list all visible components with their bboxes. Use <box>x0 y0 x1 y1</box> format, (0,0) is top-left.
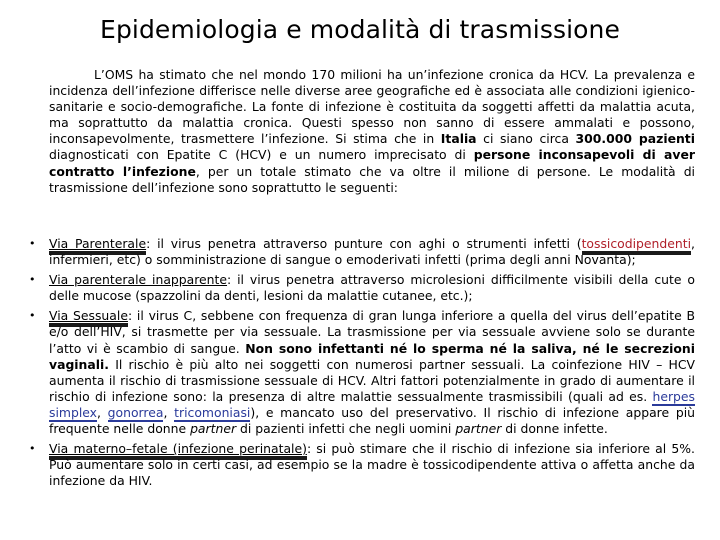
text-sep-1: , <box>97 404 108 420</box>
text-sessuale-bold: Non sono infettanti né lo sperma né la saliva, né le secrezioni vaginali. <box>49 340 695 372</box>
intro-italia: Italia <box>440 131 477 147</box>
text-partner-1: partner <box>190 421 237 437</box>
text-herpes: herpes simplex <box>49 388 695 420</box>
text-sessuale-1: : il virus C, sebbene con frequenza di gran lunga inferiore a quella del virus dell’epatite B e/o dell’HIV, si trasmette per via sessuale. La trasmissione per via sessuale avviene solo se durante l’atto vi è scambio di sangue. <box>49 308 695 356</box>
slide-title: Epidemiologia e modalità di trasmissione <box>100 15 620 44</box>
label-via-inapparente: Via parenterale inapparente <box>49 272 228 288</box>
text-sessuale-2: Il rischio è più alto nei soggetti con numerosi partner sessuali. La coinfezione HIV – HCV aumenta il rischio di trasmissione sessuale di HCV. Altri fattori potenzialmente in grado di aumentare il rischio di infezione sono: la presenza di altre malattie sessualmente trasmissibili (quali ad es. <box>49 356 695 404</box>
text-tricomoniasi: tricomoniasi <box>174 404 251 420</box>
text-materno-fetale: : si può stimare che il rischio di infezione sia inferiore al 5%. Può aumentare solo in certi casi, ad esempio se la madre è tossicodipendente attiva o affetta anche da infezione da HIV. <box>49 441 695 489</box>
intro-text-3: diagnosticati con Epatite C (HCV) e un numero imprecisato di <box>49 147 474 163</box>
text-partner-2: partner <box>455 421 502 437</box>
list-item-materno-fetale <box>29 441 695 489</box>
intro-text-2: ci siano circa <box>476 131 576 147</box>
transmission-list <box>29 236 695 493</box>
text-inapparente: : il virus penetra attraverso microlesioni difficilmente visibili della cute o delle mucose (spazzolini da denti, lesioni da malattie cutanee, etc.); <box>49 272 695 304</box>
bullet-icon: • <box>29 237 36 250</box>
label-via-materno-fetale: Via materno–fetale (infezione perinatale) <box>49 441 307 460</box>
text-sessuale-5: di donne infette. <box>501 421 608 437</box>
intro-text-4: , per un totale stimato che va oltre il milione di persone. Le modalità di trasmissione dell’infezione sono soprattutto le seguenti: <box>49 163 696 195</box>
bullet-icon: • <box>29 273 36 287</box>
bullet-icon: • <box>29 309 36 323</box>
text-parenterale-2: , infermieri, etc) o somministrazione di sangue o emoderivati infetti (prima degli anni Novanta); <box>49 236 695 268</box>
text-sessuale-4: di pazienti infetti che negli uomini <box>236 421 456 437</box>
label-via-sessuale: Via Sessuale <box>49 308 128 327</box>
list-item-parenterale <box>29 236 695 268</box>
list-item-inapparente <box>29 272 695 304</box>
label-via-parenterale: Via Parenterale <box>49 236 146 255</box>
bullet-icon: • <box>29 442 36 456</box>
text-parenterale-1: : il virus penetra attraverso punture con aghi o strumenti infetti ( <box>146 236 582 251</box>
text-sep-2: , <box>163 404 175 420</box>
text-gonorrea: gonorrea <box>107 404 164 420</box>
list-item-sessuale <box>29 308 695 437</box>
intro-text-1: L’OMS ha stimato che nel mondo 170 milioni ha un’infezione cronica da HCV. La prevalenza e incidenza dell’infezione differisce nelle diverse aree geografiche ed è associata alle condizioni igienico-sanitarie e socio-demografiche. La fonte di infezione è costituita da soggetti affetti da malattia acuta, ma soprattutto da malattia cronica. Questi spesso non sanno di essere ammalati e possono, inconsapevolmente, trasmettere l’infezione. Si stima che in <box>49 67 695 147</box>
intro-pazienti: 300.000 pazienti <box>575 131 695 147</box>
text-tossicodipendenti: tossicodipendenti <box>582 236 691 255</box>
intro-inconsapevoli: persone inconsapevoli di aver contratto l’infezione <box>49 147 695 179</box>
intro-paragraph <box>49 67 695 196</box>
text-sessuale-3: ), e mancato uso del preservativo. Il rischio di infezione appare più frequente nelle donne <box>49 404 695 437</box>
